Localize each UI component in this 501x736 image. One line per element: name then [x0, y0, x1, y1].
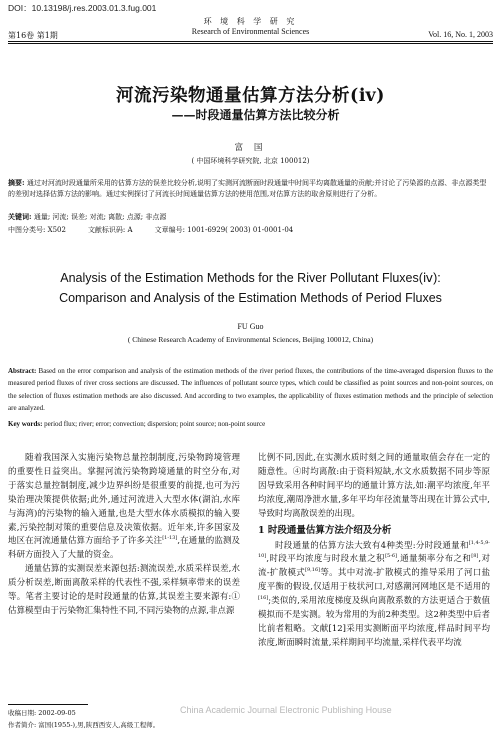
body-paragraph [258, 452, 490, 522]
article-title-cn: 河流污染物通量估算方法分析(ⅳ) [116, 86, 385, 106]
body-text: ;类似的,采用浓度梯度及纵向离散系数的方法更适合于数值模拟而不是实测。较为常用的为前2种类型。这2种类型中后者比前者粗略。文献[12]采用实测断面平均浓度,样品时间平均浓度,断面瞬时流量,采样期间平均流量,采样代表平均流 [258, 596, 490, 648]
abstract-en-label: Abstract: [8, 367, 37, 375]
article-number: 文章编号: 1001-6929( 2003) 01-0001-04 [154, 226, 294, 234]
footnote-author-bio: 作者简介: 富国(1955-),男,陕西西安人,高级工程师。 [8, 721, 160, 729]
keywords-en-label: Key words: [8, 420, 43, 428]
title-en-line2: Comparison and Analysis of the Estimation Methods of Period Fluxes [59, 291, 442, 305]
body-text: ,通量频率分布之和 [397, 554, 472, 565]
abstract-cn [8, 177, 493, 200]
journal-name-en: Research of Environmental Sciences [191, 27, 310, 36]
affiliation-cn: ( 中国环境科学研究院, 北京 100012) [191, 157, 310, 165]
body-text: 通量估算的实测误差来源包括:测流误差,水质采样误差,水质分析误差,断面离散采样的代表性不强,采样频率带来的误差等。笔者主要讨论的是时段通量的估算,其误差主要来源有:① 估算模型由于污染物汇集特性不同,不同污染物的点源,非点源 [8, 564, 240, 616]
abstract-en-text: Based on the error comparison and analysis of the estimation methods of the river period fluxes, the contributions of the time-averaged dispersion fluxes to the measured period fluxes of river cross sections are discussed. The influences of pollutant source types, which could be classified as point sources and non-point sources, on the selection of fluxes estimation methods are also discussed. And according to two examples, the applicability of fluxes estimation methods and the principle of selection are analyzed. [8, 367, 493, 412]
abstract-cn-label: 摘要: [8, 178, 25, 187]
abstract-en [8, 365, 493, 414]
publisher-watermark: China Academic Journal Electronic Publishing House [180, 705, 392, 715]
body-text: 比例不同,因此,在实测水质时刻之间的通量取值会存在一定的随意性。④时均离散:由于资料短缺,水文水质数据不同步等原因导致采用各种时间平均的通量计算方法,如:潮平均浓度,年平均浓度,潮周净泄水量,多年平均年径流量等出现在计算公式中,导致时均离散误差的出现。 [258, 453, 490, 519]
body-text: 时段通量的估算方法大致有4种类型:分时段通量和 [275, 540, 469, 551]
keywords-cn-label: 关键词: [8, 212, 32, 221]
article-title-en [0, 268, 501, 308]
body-text: ,对流-扩散模式 [258, 554, 490, 579]
citation: [1,4-5,9-10] [258, 539, 490, 560]
keywords-en [8, 420, 493, 428]
header-rule [8, 41, 493, 42]
citation: [5-6] [385, 553, 398, 560]
citation: [8] [471, 553, 479, 560]
citation: [9,16] [305, 567, 321, 574]
header-rule-thin [8, 43, 493, 44]
body-text: 随着我国深入实施污染物总量控制制度,污染物跨境管理的重要性日益突出。掌握河流污染物跨境通量的时空分布,对于落实总量控制制度,减少边界纠纷是很重要的前提,也可为污染治理决策提供依据;此外,通过河流进入大型水体(湖泊,水库与海湾)的污染物的输入通量,也是大型水体水质模拟的输入要素,污染控制对策的重要信息及决策依据。近年来,许多国家及地区在河流通量估算方面给予了许多关注 [8, 453, 240, 547]
author-cn: 富 国 [234, 143, 267, 153]
body-paragraph [258, 540, 490, 651]
affiliation-en: ( Chinese Research Academy of Environmental Sciences, Beijing 100012, China) [127, 335, 374, 344]
volume-issue-cn: 第16卷 第1期 [8, 31, 58, 40]
section-heading: 1 时段通量估算方法介绍及分析 [258, 524, 392, 536]
author-en: FU Guo [237, 322, 264, 331]
classification-line [8, 225, 493, 236]
body-text: 等。其中对流-扩散模式的推导采用了河口盐度平衡的假设,仅适用于枝状河口,对感潮河网地区是不适用的 [258, 568, 491, 593]
keywords-en-text: period flux; river; error; convection; dispersion; point source; non-point source [42, 420, 266, 428]
keywords-cn-text: 通量; 河流; 误差; 对流; 离散; 点源; 非点源 [31, 213, 167, 221]
title-en-line1: Analysis of the Estimation Methods for the River Pollutant Fluxes(ⅳ): [60, 271, 441, 285]
citation: [1-13] [162, 535, 178, 542]
footnote-received: 收稿日期: 2002-09-05 [8, 709, 76, 717]
footnote-rule [8, 704, 88, 705]
volume-issue-en: Vol. 16, No. 1, 2003 [428, 30, 493, 39]
body-right-column [258, 452, 490, 651]
article-subtitle-cn: ——时段通量估算方法比较分析 [171, 108, 340, 122]
clc-number: 中图分类号: X502 [8, 226, 66, 234]
journal-name-cn: 环 境 科 学 研 究 [203, 17, 298, 26]
document-code: 文献标识码: A [87, 226, 133, 234]
citation: [16] [258, 595, 269, 602]
body-text: ,时段平均浓度与时段水量之积 [266, 554, 386, 565]
body-text: ,在通量的监测及科研方面投入了大量的资金。 [8, 536, 240, 561]
body-left-column [8, 452, 240, 619]
body-paragraph [8, 452, 240, 563]
doi: DOI：10.13198/j.res.2003.01.3.fug.001 [8, 3, 157, 13]
keywords-cn [8, 211, 493, 223]
body-paragraph [8, 563, 240, 619]
abstract-cn-text: 通过对河流时段通量所采用的估算方法的误差比较分析,说明了实测河流断面时段通量中时间平均离散通量的贡献;并讨论了污染源的点源、非点源类型的差别对选择估算方法的影响。通过实例探讨了河流长时间通量估算方法的使用范围,对估算方法的取舍原则进行了分析。 [8, 179, 487, 198]
